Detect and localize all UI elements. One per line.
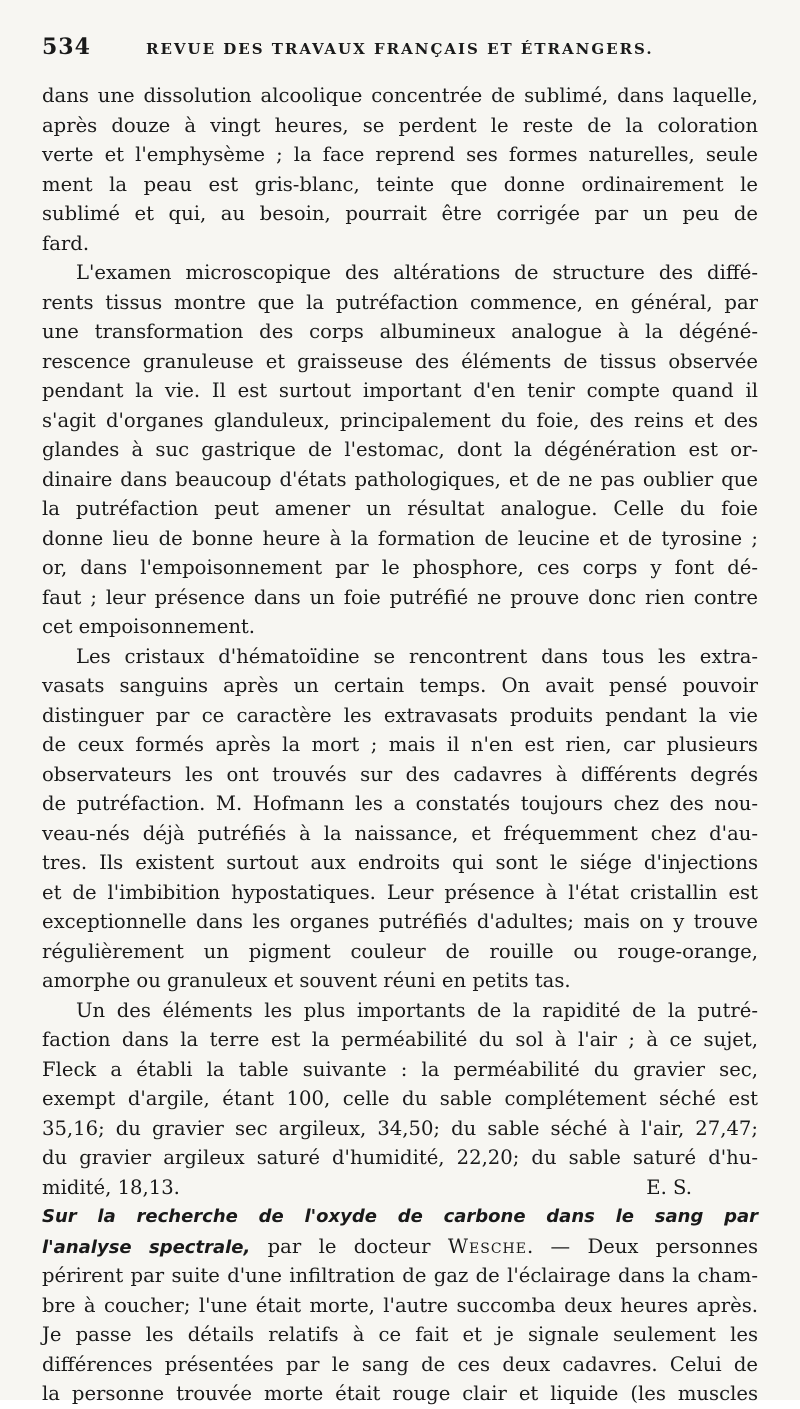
text-line: veau-nés déjà putréfiés à la naissance, et fréquemment chez d'au- bbox=[42, 821, 758, 845]
text-line: de ceux formés après la mort ; mais il n'en est rien, car plusieurs bbox=[42, 733, 758, 756]
article-section bbox=[42, 1202, 758, 1409]
text-fragment: . — Deux personnes bbox=[526, 1234, 759, 1258]
text-line: glandes à suc gastrique de l'estomac, dont la dégénération est or- bbox=[42, 438, 758, 461]
text-line: verte et l'emphysème ; la face reprend ses formes naturelles, seule bbox=[42, 143, 758, 166]
section-title-line: Sur la recherche de l'oxyde de carbone dans le sang par bbox=[42, 1206, 758, 1227]
text-line: régulièrement un pigment couleur de rouille ou rouge-orange, bbox=[42, 939, 758, 963]
text-line: vasats sanguins après un certain temps. On avait pensé pouvoir bbox=[42, 674, 758, 697]
text-line: de putréfaction. M. Hofmann les a constatés toujours chez des nou- bbox=[42, 792, 758, 815]
text-line: périrent par suite d'une infiltration de gaz de l'éclairage dans la cham- bbox=[42, 1264, 758, 1287]
text-line: Fleck a établi la table suivante : la perméabilité du gravier sec, bbox=[42, 1057, 758, 1081]
text-line: sublimé et qui, au besoin, pourrait être corrigée par un peu de bbox=[42, 202, 758, 225]
text-line: ment la peau est gris-blanc, teinte que donne ordinairement le bbox=[42, 172, 758, 196]
author-name: Wesche bbox=[447, 1234, 527, 1258]
text-line: 35,16; du gravier sec argileux, 34,50; du sable séché à l'air, 27,47; bbox=[42, 1116, 758, 1140]
text-line: faut ; leur présence dans un foie putréfié ne prouve donc rien contre bbox=[42, 585, 758, 609]
text-line: exceptionnelle dans les organes putréfiés d'adultes; mais on y trouve bbox=[42, 910, 758, 933]
text-line: rents tissus montre que la putréfaction commence, en général, par bbox=[42, 290, 758, 314]
text-line: L'examen microscopique des altérations de structure des diffé- bbox=[76, 261, 758, 284]
text-line: tres. Ils existent surtout aux endroits qui sont le siége d'injections bbox=[42, 851, 758, 874]
text-line: fard. bbox=[42, 231, 90, 255]
running-title: REVUE DES TRAVAUX FRANÇAIS ET ÉTRANGERS. bbox=[146, 40, 654, 58]
paragraph-4 bbox=[42, 996, 758, 1203]
text-line: midité, 18,13. bbox=[42, 1175, 180, 1199]
section-title-continued: l'analyse spectrale, bbox=[42, 1236, 251, 1258]
text-line: Les cristaux d'hématoïdine se rencontrent dans tous les extra- bbox=[76, 644, 758, 668]
text-line: faction dans la terre est la perméabilité du sol à l'air ; à ce sujet, bbox=[42, 1028, 758, 1051]
text-line: du gravier argileux saturé d'humidité, 22,20; du sable saturé d'hu- bbox=[42, 1146, 758, 1169]
text-line: et de l'imbibition hypostatiques. Leur présence à l'état cristallin est bbox=[42, 880, 758, 904]
paragraph-1 bbox=[42, 81, 758, 258]
text-line: après douze à vingt heures, se perdent le reste de la coloration bbox=[42, 113, 758, 137]
text-line: exempt d'argile, étant 100, celle du sable complétement séché est bbox=[42, 1087, 758, 1110]
text-line: s'agit d'organes glanduleux, principalement du foie, des reins et des bbox=[42, 408, 758, 432]
page-number: 534 bbox=[42, 34, 91, 60]
text-line: amorphe ou granuleux et souvent réuni en petits tas. bbox=[42, 969, 571, 992]
author-prefix: par le docteur bbox=[250, 1234, 448, 1258]
text-line: la putréfaction peut amener un résultat analogue. Celle du foie bbox=[42, 497, 758, 520]
text-line: rescence granuleuse et graisseuse des éléments de tissus observée bbox=[42, 349, 758, 373]
section-title-author-line bbox=[42, 1232, 758, 1262]
text-line: une transformation des corps albumineux analogue à la dégéné- bbox=[42, 320, 758, 343]
paragraph-end-line bbox=[42, 1173, 758, 1203]
author-signature: E. S. bbox=[646, 1175, 692, 1199]
text-line: dans une dissolution alcoolique concentrée de sublimé, dans laquelle, bbox=[42, 84, 758, 107]
paragraph-3 bbox=[42, 642, 758, 996]
text-line: donne lieu de bonne heure à la formation de leucine et de tyrosine ; bbox=[42, 526, 758, 550]
text-line: différences présentées par le sang de ces deux cadavres. Celui de bbox=[42, 1352, 758, 1376]
text-line: bre à coucher; l'une était morte, l'autre succomba deux heures après. bbox=[42, 1293, 758, 1317]
text-line: dinaire dans beaucoup d'états pathologiques, et de ne pas oublier que bbox=[42, 467, 758, 491]
text-line: observateurs les ont trouvés sur des cadavres à différents degrés bbox=[42, 762, 758, 786]
text-line: distinguer par ce caractère les extravasats produits pendant la vie bbox=[42, 703, 758, 727]
page-header bbox=[42, 34, 758, 81]
text-line: Un des éléments les plus importants de la rapidité de la putré- bbox=[76, 998, 758, 1022]
text-line: la personne trouvée morte était rouge clair et liquide (les muscles bbox=[42, 1382, 758, 1405]
paragraph-2 bbox=[42, 258, 758, 642]
body-text bbox=[42, 81, 758, 1409]
text-line: Je passe les détails relatifs à ce fait et je signale seulement les bbox=[42, 1323, 758, 1346]
text-line: cet empoisonnement. bbox=[42, 615, 256, 638]
text-line: pendant la vie. Il est surtout important d'en tenir compte quand il bbox=[42, 379, 758, 402]
text-line: or, dans l'empoisonnement par le phosphore, ces corps y font dé- bbox=[42, 556, 758, 579]
